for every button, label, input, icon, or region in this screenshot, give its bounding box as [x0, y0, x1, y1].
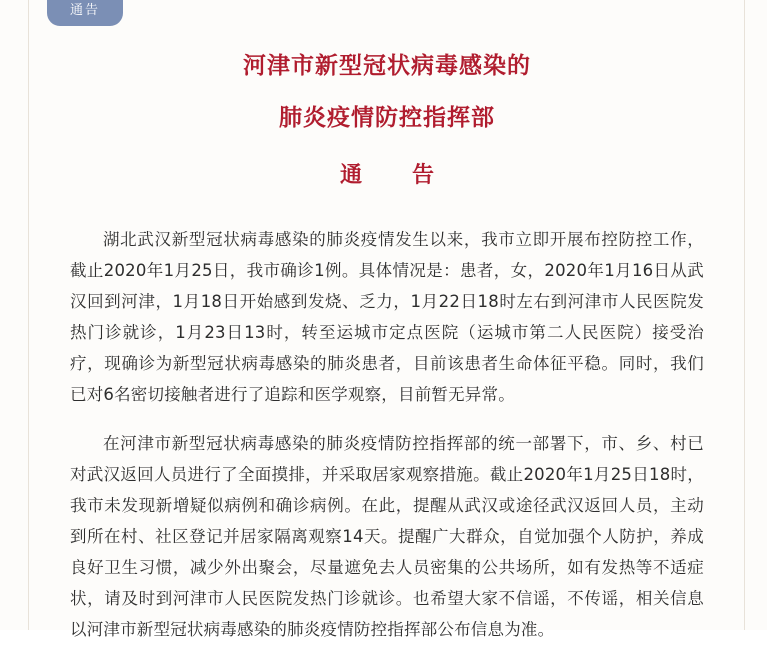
document-paragraph-1: 湖北武汉新型冠状病毒感染的肺炎疫情发生以来，我市立即开展布控防控工作，截止2020年1月25日，我市确诊1例。具体情况是：患者，女，2020年1月16日从武汉回到河津，1月18日开始感到发烧、乏力，1月22日18时左右到河津市人民医院发热门诊就诊，1月23日13时，转至运城市定点医院（运城市第二人民医院）接受治疗，现确诊为新型冠状病毒感染的肺炎患者，目前该患者生命体征平稳。同时，我们已对6名密切接触者进行了追踪和医学观察，目前暂无异常。: [70, 230, 704, 404]
document-title-line-2: 肺炎疫情防控指挥部: [279, 105, 495, 131]
document-title: [70, 40, 704, 202]
content-frame-left-border: [28, 0, 29, 630]
document-paragraph-2: 在河津市新型冠状病毒感染的肺炎疫情防控指挥部的统一部署下，市、乡、村已对武汉返回人员进行了全面摸排，并采取居家观察措施。截止2020年1月25日18时，我市未发现新增疑似病例和确诊病例。在此，提醒从武汉或途径武汉返回人员，主动到所在村、社区登记并居家隔离观察14天。提醒广大群众，自觉加强个人防护，养成良好卫生习惯，减少外出聚会，尽量遮免去人员密集的公共场所，如有发热等不适症状，请及时到河津市人民医院发热门诊就诊。也希望大家不信谣，不传谣，相关信息以河津市新型冠状病毒感染的肺炎疫情防控指挥部公布信息为准。: [70, 434, 704, 639]
document-title-line-1: 河津市新型冠状病毒感染的: [243, 53, 531, 79]
document-title-line-3: 通 告: [339, 163, 448, 188]
notice-tab-badge: 通告: [47, 0, 123, 26]
document-body: [30, 0, 744, 639]
content-frame-right-border: [744, 0, 745, 630]
